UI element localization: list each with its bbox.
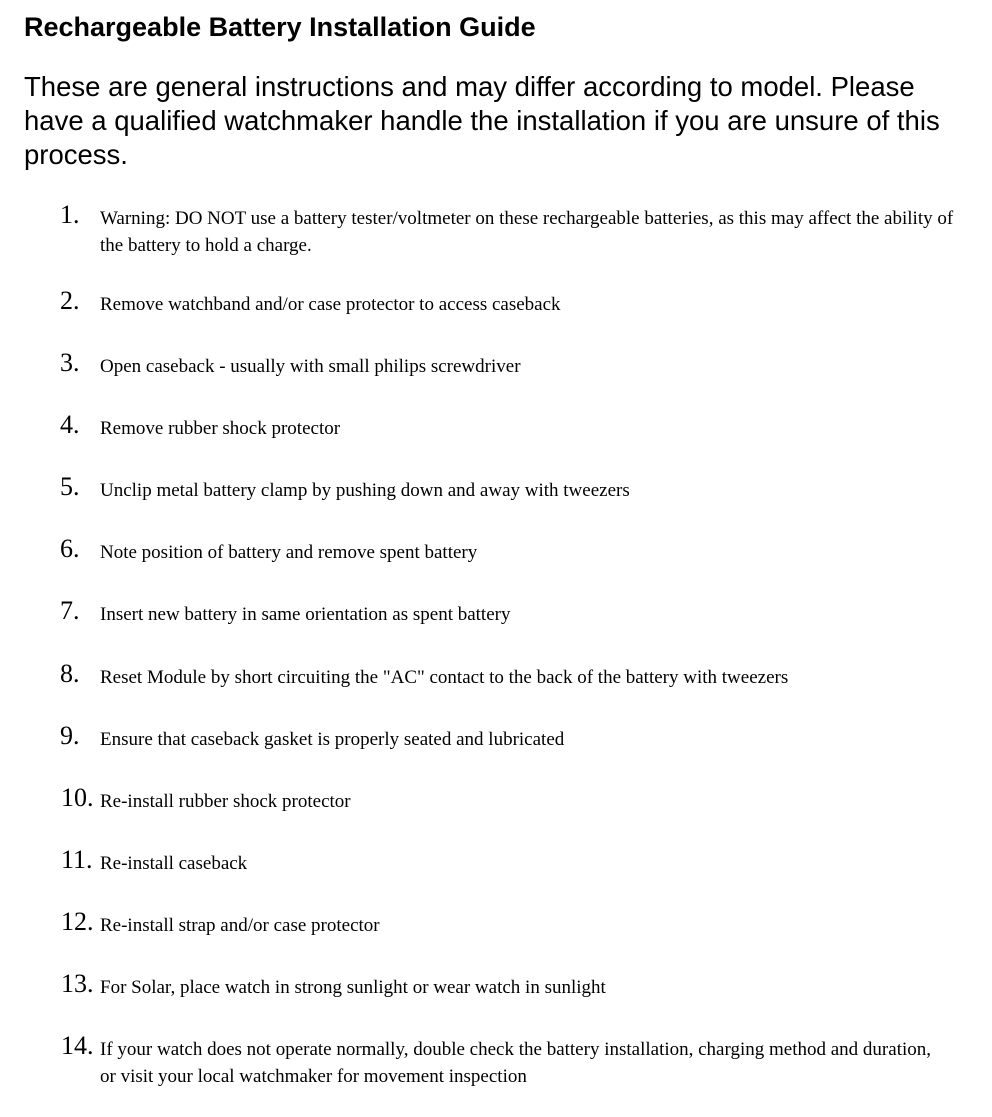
step-text: Re-install caseback: [100, 853, 248, 874]
step-number: 6.: [60, 534, 80, 563]
step-number: 7.: [60, 596, 80, 625]
step-text: For Solar, place watch in strong sunlight or wear watch in sunlight: [100, 977, 606, 998]
step-number: 13.: [61, 969, 94, 998]
step-text: If your watch does not operate normally, double check the battery installation, charging method and duration, or visit your local watchmaker for movement inspection: [100, 1039, 931, 1087]
step-text: Note position of battery and remove spent battery: [100, 542, 478, 563]
step-text: Re-install rubber shock protector: [100, 791, 351, 812]
step-text: Unclip metal battery clamp by pushing down and away with tweezers: [100, 480, 630, 501]
step-text: Warning: DO NOT use a battery tester/voltmeter on these rechargeable batteries, as this may affect the ability of the battery to hold a charge.: [100, 208, 954, 256]
step-text: Remove watchband and/or case protector to access caseback: [100, 294, 561, 315]
step-number: 11.: [61, 845, 93, 874]
step-text: Ensure that caseback gasket is properly seated and lubricated: [100, 729, 565, 750]
step-text: Remove rubber shock protector: [100, 418, 341, 439]
step-number: 5.: [60, 472, 80, 501]
step-text: Open caseback - usually with small philips screwdriver: [100, 356, 521, 377]
step-number: 4.: [60, 410, 80, 439]
step-text: Insert new battery in same orientation as spent battery: [100, 604, 511, 625]
step-number: 2.: [60, 286, 80, 315]
step-number: 12.: [61, 907, 94, 936]
step-text: Re-install strap and/or case protector: [100, 915, 380, 936]
document-title: Rechargeable Battery Installation Guide: [24, 12, 536, 42]
step-text: Reset Module by short circuiting the "AC" contact to the back of the battery with tweezers: [100, 667, 789, 688]
step-number: 9.: [60, 721, 80, 750]
step-number: 8.: [60, 659, 80, 688]
step-number: 10.: [61, 783, 94, 812]
intro-paragraph: These are general instructions and may differ according to model. Please have a qualified watchmaker handle the installation if you are unsure of this process.: [24, 71, 940, 170]
step-number: 14.: [61, 1031, 94, 1060]
step-number: 1.: [60, 200, 80, 229]
step-number: 3.: [60, 348, 80, 377]
